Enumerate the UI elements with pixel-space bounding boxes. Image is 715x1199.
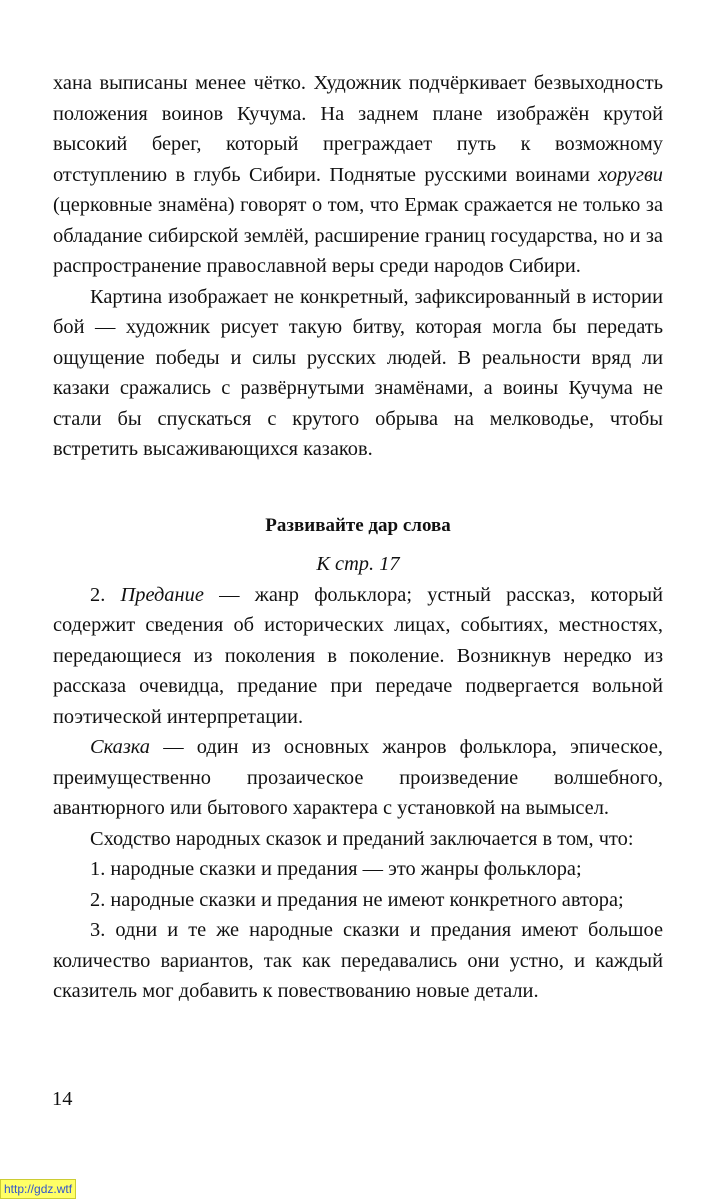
similarity-intro: Сходство народных сказок и преданий заключается в том, что:	[90, 827, 634, 850]
page-number: 14	[52, 1088, 73, 1110]
section-subheading: К стр. 17	[316, 553, 400, 575]
page-body	[53, 68, 663, 1007]
list-item-2: 2. народные сказки и предания не имеют конкретного автора;	[90, 888, 624, 911]
definition-predanie-text: — жанр фольклора; устный рассказ, который содержит сведения об исторических лицах, событиях, местностях, передающиеся из поколения в поколение. Возникнув нередко из рассказа очевидца, предание при передаче подвергается вольной поэтической интерпретации.	[53, 583, 663, 728]
paragraph-1-text: хана выписаны менее чётко. Художник подчёркивает безвыходность положения воинов Кучума. На заднем плане изображён крутой высокий берег, который преграждает путь к возможному отступлению в глубь Сибири. Поднятые русскими воинами	[53, 72, 663, 186]
watermark-link[interactable]: http://gdz.wtf	[0, 1179, 76, 1199]
paragraph-1-term: хоругви	[598, 163, 663, 186]
definition-skazka-text: — один из основных жанров фольклора, эпическое, преимущественно прозаическое произведение волшебного, авантюрного или бытового характера с установкой на вымысел.	[53, 736, 663, 819]
definition-predanie	[53, 580, 663, 733]
definition-number: 2.	[90, 583, 121, 606]
paragraph-2: Картина изображает не конкретный, зафиксированный в истории бой — художник рисует такую битву, которая могла бы передать ощущение победы и силы русских людей. В реальности вряд ли казаки сражались с развёрнутыми знамёнами, а воины Кучума не стали бы спускаться с крутого обрыва на мелководье, чтобы встретить высаживающихся казаков.	[53, 285, 663, 460]
section-heading: Развивайте дар слова	[265, 514, 451, 536]
paragraph-1	[53, 68, 663, 282]
term-predanie: Предание	[120, 583, 204, 606]
term-skazka: Сказка	[90, 736, 151, 758]
paragraph-1-rest: (церковные знамёна) говорят о том, что Ермак сражается не только за обладание сибирской землёй, расширение границ государства, но и за распространение православной веры среди народов Сибири.	[53, 194, 663, 277]
list-item-1: 1. народные сказки и предания — это жанры фольклора;	[90, 858, 582, 880]
list-item-3: 3. одни и те же народные сказки и предания имеют большое количество вариантов, так как передавались они устно, и каждый сказитель мог добавить к повествованию новые детали.	[53, 919, 663, 1002]
definition-skazka	[53, 732, 663, 824]
